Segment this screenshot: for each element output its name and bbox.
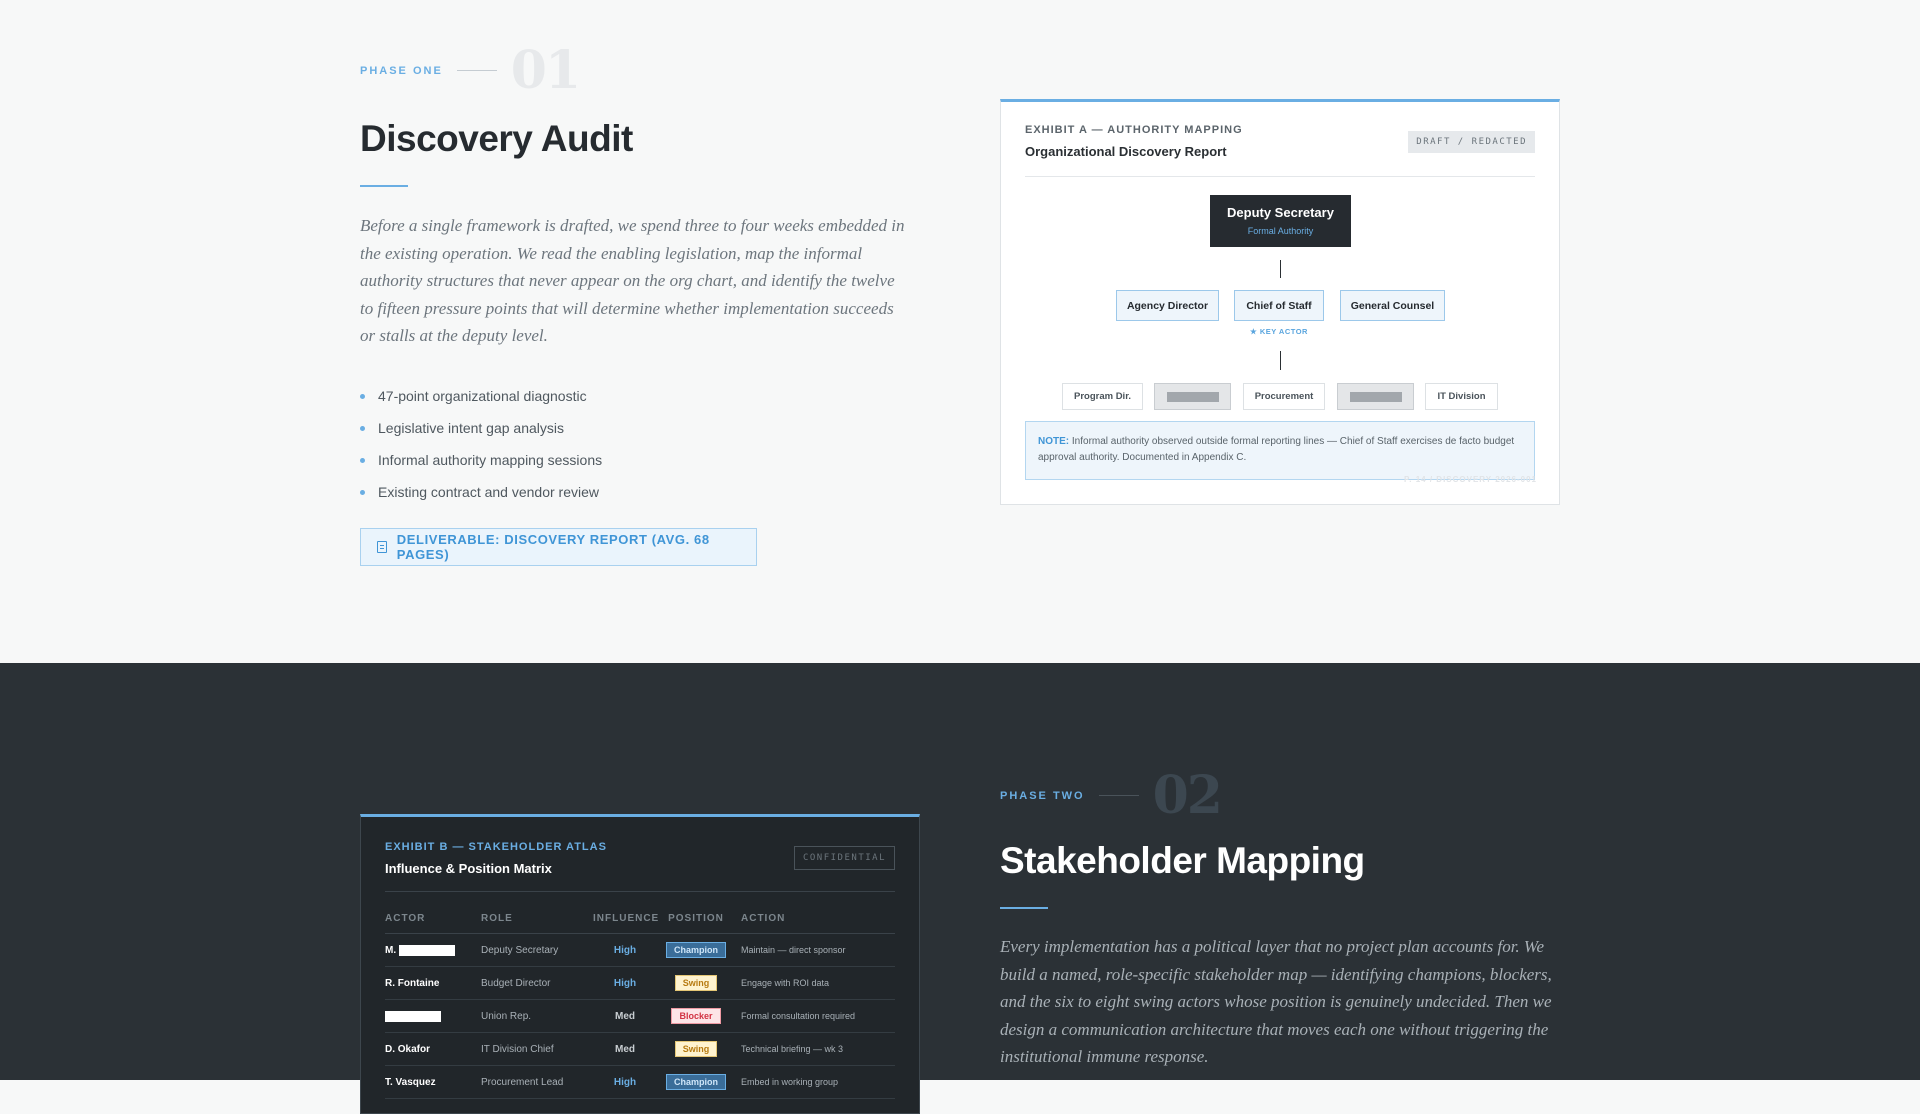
list-item [360,444,602,476]
bullet-dot-icon [360,394,365,399]
column-header-action: ACTION [741,913,786,924]
bullet-text: Informal authority mapping sessions [378,452,603,468]
deliverable-label: DELIVERABLE: DISCOVERY REPORT (AVG. 68 PAGES) [396,532,710,562]
column-header-position: POSITION [668,913,724,924]
column-header-influence: INFLUENCE [593,913,660,924]
org-node-subtitle: Formal Authority [1247,226,1314,236]
phase-two-section [0,663,1920,1080]
table-row[interactable] [385,934,895,967]
key-actor-label: ★ KEY ACTOR [1250,327,1308,336]
confidential-badge: CONFIDENTIAL [794,846,895,870]
influence-cell: High [613,1076,637,1088]
table-row[interactable] [385,1033,895,1066]
actor-cell [385,1011,481,1022]
phase-one-lead: Before a single framework is drafted, we spend three to four weeks embedded in the existing operation. We read the enabling legislation, map the informal authority structures that never appear on the org chart, and identify the twelve to fifteen pressure points that will determine whether implementation succeeds or stalls at the deputy level. [360,216,905,345]
position-badge: Swing [675,1041,718,1057]
exhibit-label: EXHIBIT B — STAKEHOLDER ATLAS [385,841,607,853]
list-item [360,412,602,444]
bullet-dot-icon [360,426,365,431]
bullet-dot-icon [360,458,365,463]
note-key: NOTE: [1038,436,1070,447]
position-badge: Champion [666,1074,726,1090]
position-cell [657,1008,735,1024]
redaction-bar [399,945,455,956]
position-cell [657,1074,735,1090]
influence-cell: Med [615,1010,635,1022]
phase-label-text: PHASE TWO [1000,789,1085,802]
exhibit-a-card [1000,99,1560,505]
position-cell [657,1041,735,1057]
column-header-role: ROLE [481,913,513,924]
divider [385,891,895,892]
action-cell: Technical briefing — wk 3 [741,1044,844,1054]
org-node-name: Deputy Secretary [1227,205,1334,220]
deliverable-button[interactable] [360,528,757,566]
bullet-dot-icon [360,490,365,495]
bullet-text: Existing contract and vendor review [378,484,599,500]
position-cell [657,942,735,958]
redaction-bar [1167,392,1219,402]
influence-cell: High [613,977,637,989]
role-cell: Deputy Secretary [481,944,559,956]
role-cell: Procurement Lead [481,1076,564,1088]
actor-cell: D. Okafor [385,1043,431,1055]
list-item [360,380,602,412]
org-node-program-dir: Program Dir. [1062,383,1143,410]
org-node-redacted [1337,383,1414,410]
action-cell: Engage with ROI data [741,978,830,988]
phase-one-title: Discovery Audit [360,118,633,159]
position-badge: Blocker [671,1008,720,1024]
bullet-text: 47-point organizational diagnostic [378,388,587,404]
action-cell: Maintain — direct sponsor [741,945,846,955]
org-node-procurement: Procurement [1243,383,1325,410]
table-header [385,904,895,934]
org-node-general-counsel: General Counsel [1340,290,1445,321]
org-connector [1280,260,1281,278]
influence-cell: Med [615,1043,635,1055]
phase-label-rule [1099,795,1139,796]
actor-cell: R. Fontaine [385,977,440,989]
org-node-it-division: IT Division [1425,383,1498,410]
page-reference: P. 14 / DISCOVERY 2026-001 [1403,475,1537,484]
role-cell: Union Rep. [481,1010,532,1022]
divider [1025,176,1535,177]
table-row[interactable] [385,1066,895,1099]
title-accent-rule [360,185,408,187]
list-item [360,476,602,508]
phase-two-lead: Every implementation has a political layer that no project plan accounts for. We build a named, role-specific stakeholder map — identifying champions, blockers, and the six to eight swing actors whose position is genuinely undecided. Then we design a communication architecture that moves each one without triggering the institutional immune response. [1000,937,1552,1066]
influence-cell: High [613,944,637,956]
bullet-text: Legislative intent gap analysis [378,420,565,436]
phase-number: 01 [510,40,580,101]
note-text: Informal authority observed outside formal reporting lines — Chief of Staff exercises de facto budget approval authority. Documented in Appendix C. [1038,436,1515,463]
draft-badge: DRAFT / REDACTED [1408,131,1535,153]
org-node-deputy-secretary [1210,195,1351,247]
redaction-bar [1350,392,1402,402]
title-accent-rule [1000,907,1048,909]
table-row[interactable] [385,967,895,1000]
redaction-bar [385,1011,441,1022]
exhibit-b-card [360,814,920,1114]
phase-two-title: Stakeholder Mapping [1000,840,1365,881]
action-cell: Formal consultation required [741,1011,856,1021]
position-cell [657,975,735,991]
table-row[interactable] [385,1000,895,1033]
column-header-actor: ACTOR [385,913,426,924]
actor-cell [385,945,481,956]
role-cell: IT Division Chief [481,1043,554,1055]
exhibit-title: Organizational Discovery Report [1025,144,1227,159]
org-node-redacted [1154,383,1231,410]
role-cell: Budget Director [481,977,551,989]
position-badge: Champion [666,942,726,958]
note-callout [1025,421,1535,480]
document-icon [377,541,387,553]
org-node-chief-of-staff: Chief of Staff [1234,290,1324,321]
actor-cell: T. Vasquez [385,1076,436,1088]
exhibit-title: Influence & Position Matrix [385,861,552,876]
phase-label-rule [457,70,497,71]
phase-label-text: PHASE ONE [360,64,443,77]
phase-number: 02 [1152,765,1221,826]
action-cell: Embed in working group [741,1077,839,1087]
actor-name: M. [385,944,397,956]
org-node-agency-director: Agency Director [1116,290,1219,321]
position-badge: Swing [675,975,718,991]
phase-one-label [360,40,579,101]
phase-two-label [1000,765,1221,826]
phase-one-bullets [360,380,602,508]
org-connector [1280,351,1281,370]
exhibit-label: EXHIBIT A — AUTHORITY MAPPING [1025,124,1243,136]
